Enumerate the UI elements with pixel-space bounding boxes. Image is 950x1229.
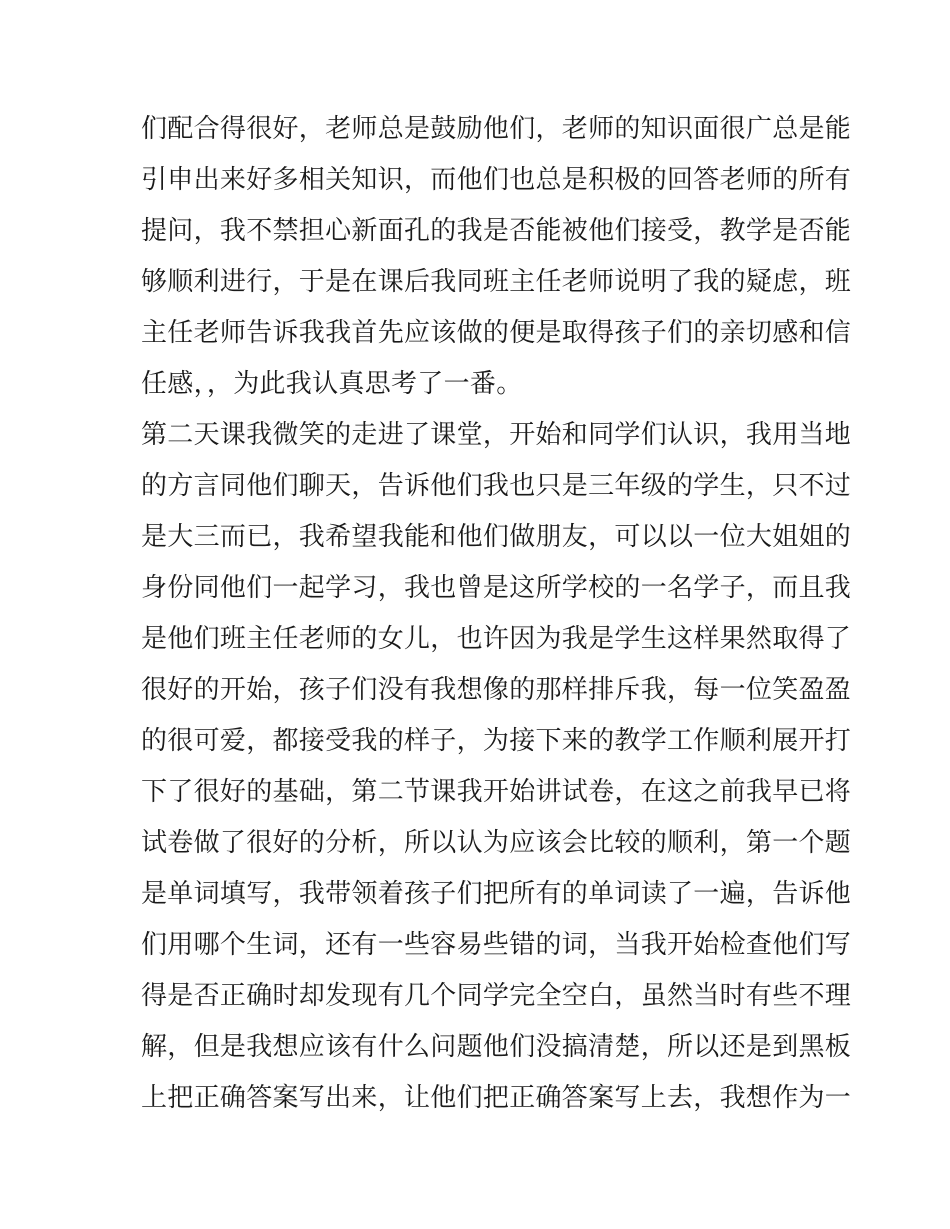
text-line: 们配合得很好，老师总是鼓励他们，老师的知识面很广总是能: [141, 114, 852, 144]
text-line: 第二天课我微笑的走进了课堂，开始和同学们认识，我用当地: [141, 420, 852, 450]
text-line: 是大三而已，我希望我能和他们做朋友，可以以一位大姐姐的: [141, 522, 852, 552]
text-line: 够顺利进行，于是在课后我同班主任老师说明了我的疑虑，班: [141, 267, 852, 297]
body-text: [141, 104, 852, 1124]
text-line: 身份同他们一起学习，我也曾是这所学校的一名学子，而且我: [141, 573, 852, 603]
text-line: 提问，我不禁担心新面孔的我是否能被他们接受，教学是否能: [141, 216, 852, 246]
text-line: 主任老师告诉我我首先应该做的便是取得孩子们的亲切感和信: [141, 318, 852, 348]
text-line: 试卷做了很好的分析，所以认为应该会比较的顺利，第一个题: [141, 828, 852, 858]
text-line: 引申出来好多相关知识，而他们也总是积极的回答老师的所有: [141, 165, 852, 195]
text-line: 是他们班主任老师的女儿，也许因为我是学生这样果然取得了: [141, 624, 852, 654]
text-line: 解，但是我想应该有什么问题他们没搞清楚，所以还是到黑板: [141, 1032, 852, 1062]
text-line: 下了很好的基础，第二节课我开始讲试卷，在这之前我早已将: [141, 777, 852, 807]
text-line: 的方言同他们聊天，告诉他们我也只是三年级的学生，只不过: [141, 471, 852, 501]
text-line: 们用哪个生词，还有一些容易些错的词，当我开始检查他们写: [141, 930, 852, 960]
text-line: 的很可爱，都接受我的样子，为接下来的教学工作顺利展开打: [141, 726, 852, 756]
text-line: 任感，，为此我认真思考了一番。: [141, 369, 523, 399]
text-line: 是单词填写，我带领着孩子们把所有的单词读了一遍，告诉他: [141, 879, 852, 909]
text-line: 上把正确答案写出来，让他们把正确答案写上去，我想作为一: [141, 1083, 852, 1113]
text-line: 很好的开始，孩子们没有我想像的那样排斥我，每一位笑盈盈: [141, 675, 852, 705]
text-line: 得是否正确时却发现有几个同学完全空白，虽然当时有些不理: [141, 981, 852, 1011]
